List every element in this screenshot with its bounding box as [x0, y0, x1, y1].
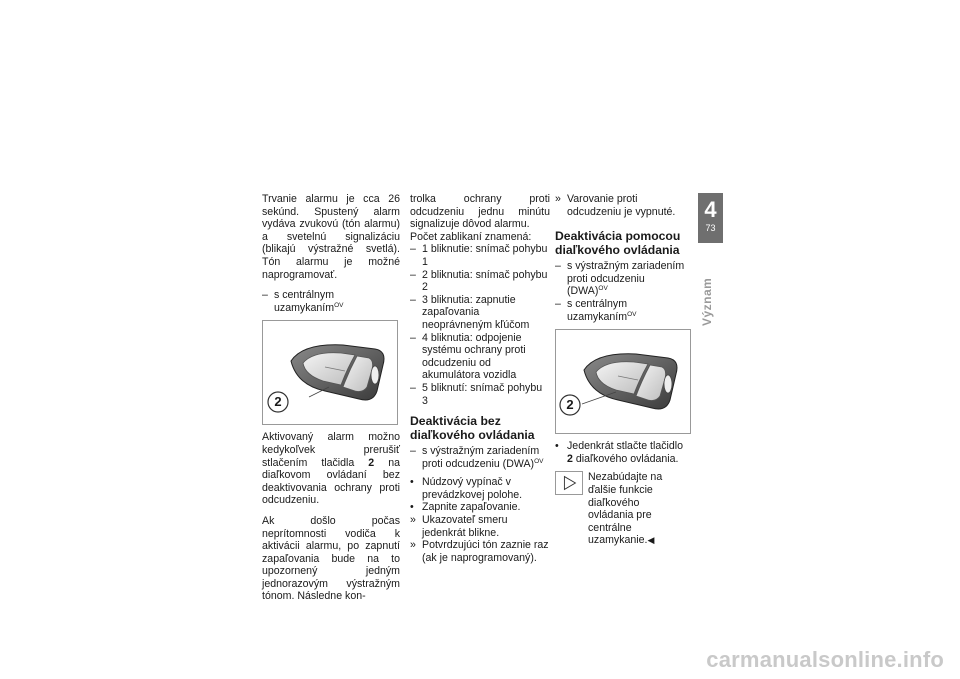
remote-key-figure [555, 329, 691, 434]
page-number: 73 [705, 223, 716, 233]
blink-count-intro: Počet zablikaní znamená: [410, 230, 532, 243]
list-item: – 3 bliknutia: zapnutie zapaľovania neoprávneným kľúčom [410, 293, 530, 331]
figure-label: 2 [274, 394, 282, 410]
figure-label: 2 [566, 397, 574, 413]
list-item: • Zapnite zapaľovanie. [410, 501, 521, 514]
notice-box: Nezabúdajte na ďalšie funkcie diaľkového ovládania pre centrálne uzamykanie.◀ [555, 471, 687, 547]
dwa-item: – s výstražným zariadením proti odcudzeniu (DWA)$^{OV}$ [555, 260, 685, 298]
blink-list [410, 243, 550, 407]
list-item: • Jedenkrát stlačte tlačidlo 2 diaľkového ovládania. [555, 440, 684, 465]
alarm-notice-text: Ak došlo počas neprítomnosti vodiča k aktivácii alarmu, po zapnutí zapaľovania bude na to upozornený jedným jednorazovým výstražným tónom. Následne kon- [262, 514, 400, 603]
list-item: » Potvrdzujúci tón zaznie raz (ak je naprogramovaný). [410, 539, 549, 564]
section-heading: Deaktivácia pomocou diaľkového ovládania [555, 229, 681, 257]
list-item: – 2 bliknutia: snímač pohybu 2 [410, 268, 548, 294]
section-heading: Deaktivácia bez diaľkového ovládania [410, 414, 535, 442]
chapter-tab [698, 193, 723, 243]
interrupt-alarm-text: Aktivovaný alarm možno kedykoľvek prerušiť stlačením tlačidla 2 na diaľkovom ovládaní bez deaktivovania ochrany proti odcudzeniu. [262, 431, 400, 507]
chapter-number: 4 [704, 197, 717, 222]
chapter-title: Význam [700, 277, 714, 326]
list-item: – 4 bliknutia: odpojenie systému ochrany proti odcudzeniu od akumulátora vozidla [410, 331, 526, 382]
watermark: carmanualsonline.info [706, 647, 944, 672]
remote-key-figure [262, 320, 398, 425]
end-marker-icon: ◀ [647, 535, 655, 546]
column-right [555, 193, 687, 547]
list-item: – 1 bliknutie: snímač pohybu 1 [410, 243, 548, 268]
warning-triangle-icon [555, 471, 583, 495]
list-item: » Varovanie proti odcudzeniu je vypnuté. [555, 193, 676, 218]
list-item: – 5 bliknutí: snímač pohybu 3 [410, 381, 543, 407]
column-middle [410, 193, 550, 564]
central-locking-item: – s centrálnym uzamykaním$^{OV}$ [262, 289, 344, 314]
dwa-item: – s výstražným zariadením proti odcudzeniu (DWA)$^{OV}$ [410, 445, 544, 470]
indicator-text: trolka ochrany proti odcudzeniu jednu minútu signalizuje dôvod alarmu. [410, 193, 550, 231]
column-left [262, 193, 400, 611]
list-item: » Ukazovateľ smeru jedenkrát blikne. [410, 514, 508, 539]
central-locking-item: – s centrálnym uzamykaním$^{OV}$ [555, 297, 637, 323]
remote-key-icon [556, 330, 690, 433]
alarm-duration-text: Trvanie alarmu je cca 26 sekúnd. Spustený alarm vydáva zvukovú (tón alarmu) a svetelnú signalizáciu (blikajú výstražné svetlá). Tón alarmu je možné naprogramovať. [262, 193, 400, 281]
list-item: • Núdzový vypínač v prevádzkovej polohe. [410, 476, 523, 501]
